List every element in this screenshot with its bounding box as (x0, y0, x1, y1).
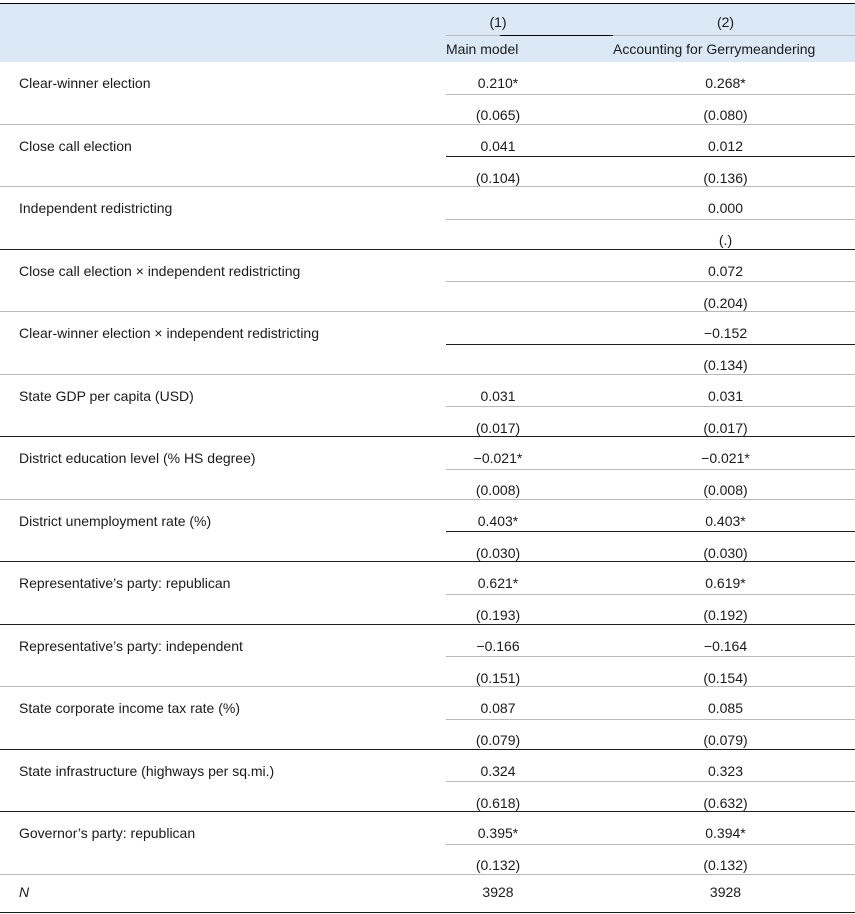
col2-header-rule (613, 35, 855, 36)
coef-col1: 0.031 (480, 387, 516, 404)
coef-col1: 0.621* (477, 575, 519, 591)
row-label: State infrastructure (highways per sq.mi.) (19, 762, 275, 779)
row-inner-rule (446, 719, 855, 720)
table-row (0, 625, 855, 688)
se-col2: (0.632) (703, 794, 748, 811)
se-col1: (0.008) (475, 482, 521, 498)
row-inner-rule (446, 656, 855, 657)
row-inner-rule (446, 594, 855, 595)
se-col1: (0.017) (475, 419, 521, 436)
se-col2: (0.134) (703, 357, 748, 373)
table-row (0, 562, 855, 625)
table-bottom-rule (0, 912, 855, 913)
row-label: Close call election × independent redistricting (19, 262, 301, 279)
row-label: Representative’s party: independent (19, 637, 243, 654)
col1-name: Main model (446, 41, 519, 57)
row-inner-rule (446, 469, 855, 470)
row-inner-rule (446, 94, 855, 95)
se-col1: (0.618) (475, 794, 521, 811)
se-col2: (0.136) (703, 169, 748, 186)
coef-col2: 0.072 (707, 262, 744, 279)
coef-col2: 0.000 (707, 200, 744, 216)
se-col1: (0.104) (475, 169, 521, 186)
col2-name: Accounting for Gerrymeandering (613, 41, 816, 57)
table-header (0, 4, 855, 62)
table-row (0, 187, 855, 250)
table-row-footer (0, 875, 855, 905)
coef-col1: 0.087 (480, 700, 516, 716)
se-col2: (0.080) (703, 107, 748, 123)
coef-col2: 0.619* (705, 575, 746, 591)
se-col1: (0.065) (475, 107, 521, 123)
table-row (0, 62, 855, 125)
row-label: Close call election (19, 137, 132, 154)
row-inner-rule (446, 844, 855, 845)
table-row (0, 375, 855, 438)
row-inner-rule (446, 156, 855, 157)
se-col1: (0.079) (475, 732, 521, 748)
col1-header-rule-dark (500, 35, 613, 36)
se-col1: (0.193) (475, 607, 521, 623)
se-col2: (0.008) (703, 482, 748, 498)
table-row (0, 250, 855, 313)
coef-col2: 0.394* (705, 825, 746, 841)
row-label: State GDP per capita (USD) (19, 387, 194, 404)
table-row (0, 687, 855, 750)
row-inner-rule (446, 281, 855, 282)
se-col1: (0.132) (475, 857, 521, 873)
row-label: Clear-winner election (19, 75, 151, 91)
se-col1: (0.030) (475, 544, 521, 561)
row-label: Independent redistricting (19, 200, 173, 216)
coef-col2: 0.268* (705, 75, 746, 91)
coef-col1: 0.041 (480, 137, 516, 154)
coef-col1: −0.021* (473, 450, 523, 466)
row-label: District education level (% HS degree) (19, 450, 256, 466)
coef-col2: −0.021* (701, 450, 750, 466)
table-row (0, 312, 855, 375)
table-row (0, 500, 855, 563)
row-label: Clear-winner election × independent redistricting (19, 325, 320, 341)
coef-col2: 0.012 (707, 137, 744, 154)
row-inner-rule (446, 344, 855, 345)
se-col2: (0.017) (703, 419, 748, 436)
se-col2: (0.132) (703, 857, 748, 873)
coef-col1: −0.166 (476, 637, 520, 654)
coef-col2: −0.164 (703, 637, 748, 654)
se-col2: (0.204) (703, 294, 748, 311)
se-col2: (0.154) (703, 669, 748, 686)
row-inner-rule (446, 219, 855, 220)
row-label: District unemployment rate (%) (19, 512, 212, 529)
row-label: Representative’s party: republican (19, 575, 231, 591)
coef-col1: 0.324 (480, 762, 516, 779)
row-inner-rule (446, 531, 855, 532)
col2-number: (2) (716, 14, 735, 30)
se-col2: (0.192) (703, 607, 748, 623)
se-col2: (0.079) (703, 732, 748, 748)
se-col2: (.) (718, 232, 733, 248)
n-col1: 3928 (482, 883, 514, 900)
row-label: Governor’s party: republican (19, 825, 196, 841)
table-row (0, 125, 855, 188)
coef-col1: 0.395* (477, 825, 519, 841)
row-label: State corporate income tax rate (%) (19, 700, 240, 716)
coef-col2: −0.152 (703, 325, 748, 341)
coef-col2: 0.031 (707, 387, 744, 404)
col1-number: (1) (489, 14, 507, 30)
coef-col2: 0.323 (707, 762, 744, 779)
table-row (0, 437, 855, 500)
row-inner-rule (446, 781, 855, 782)
coef-col1: 0.210* (477, 75, 519, 91)
n-col2: 3928 (709, 883, 742, 900)
coef-col2: 0.403* (705, 512, 746, 529)
coef-col1: 0.403* (477, 512, 519, 529)
row-inner-rule (446, 406, 855, 407)
n-label: N (19, 883, 30, 900)
table-row (0, 750, 855, 813)
se-col1: (0.151) (475, 669, 521, 686)
coef-col2: 0.085 (707, 700, 744, 716)
se-col2: (0.030) (703, 544, 748, 561)
table-row (0, 812, 855, 875)
